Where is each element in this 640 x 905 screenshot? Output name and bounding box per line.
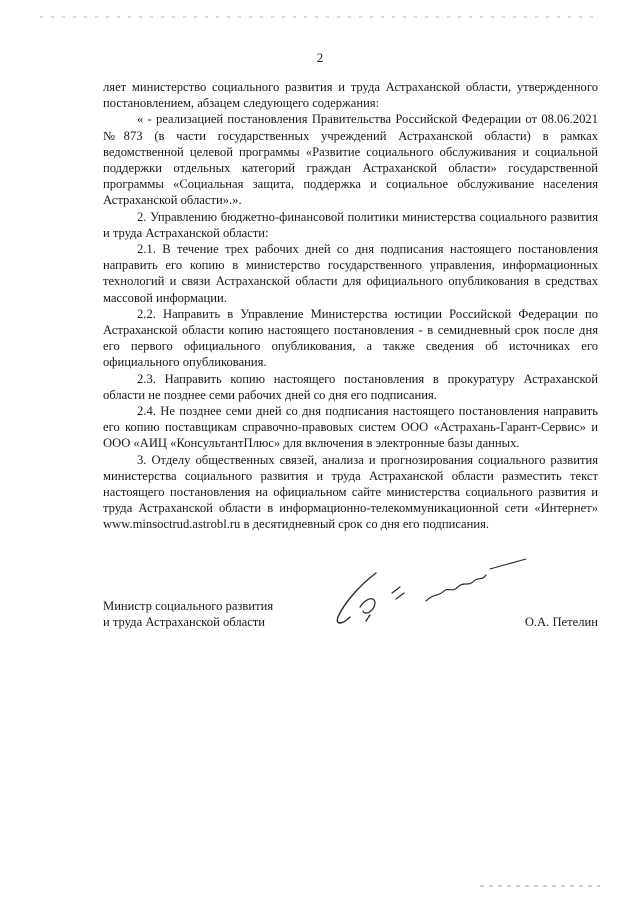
document-body: [103, 79, 598, 533]
paragraph-2: 2. Управлению бюджетно-финансовой политики министерства социального развития и труда Астраханской области:: [103, 209, 598, 240]
signer-title-line-2: и труда Астраханской области: [103, 615, 266, 630]
page-number: 2: [316, 50, 324, 65]
signer-name: О.А. Петелин: [524, 615, 598, 629]
paragraph-2-2: 2.2. Направить в Управление Министерства юстиции Российской Федерации по Астраханской области копию настоящего постановления - в семидневный срок после дня его первого официального опубликования, а также сведения об источниках его официального опубликования.: [103, 306, 598, 370]
paragraph-2-1: 2.1. В течение трех рабочих дней со дня подписания настоящего постановления направить его копию в министерство государственного управления, информационных технологий и связи Астраханской области для официального опубликования в средствах массовой информации.: [103, 242, 598, 305]
paragraph-continuation: ляет министерство социального развития и труда Астраханской области, утвержденного постановлением, абзацем следующего содержания:: [103, 80, 598, 111]
signer-title-line-1: Министр социального развития: [103, 599, 274, 613]
signature-block: [103, 598, 598, 638]
scan-artifact-bottom: [480, 885, 600, 887]
paragraph-3: 3. Отделу общественных связей, анализа и прогнозирования социального развития министерства социального развития и труда Астраханской области разместить текст настоящего постановления на официальном сайте министерства социального развития и труда Астраханской области в информационно-телекоммуникационной сети «Интернет» www.minsoctrud.astrobl.ru в десятидневный срок со дня его подписания.: [103, 452, 598, 532]
paragraph-2-4: 2.4. Не позднее семи дней со дня подписания настоящего постановления направить его копию поставщикам справочно-правовых систем ООО «Астрахань-Гарант-Сервис» и ООО «АИЦ «КонсультантПлюс» для включения в электронные базы данных.: [103, 404, 598, 451]
scan-artifact-top: [40, 16, 600, 18]
paragraph-quote: « - реализацией постановления Правительства Российской Федерации от 08.06.2021 №873 (в части государственных учреждений Астраханской области) в рамках ведомственной целевой программы «Развитие социального обслуживания и социальной поддержки отдельных категорий граждан Астраханской области» государственной программы «Социальная защита, поддержка и социальное обслуживание населения Астраханской области».».: [103, 112, 598, 208]
signer-title: [103, 598, 343, 630]
paragraph-2-3: 2.3. Направить копию настоящего постановления в прокуратуру Астраханской области не позднее семи рабочих дней со дня его подписания.: [103, 371, 598, 402]
